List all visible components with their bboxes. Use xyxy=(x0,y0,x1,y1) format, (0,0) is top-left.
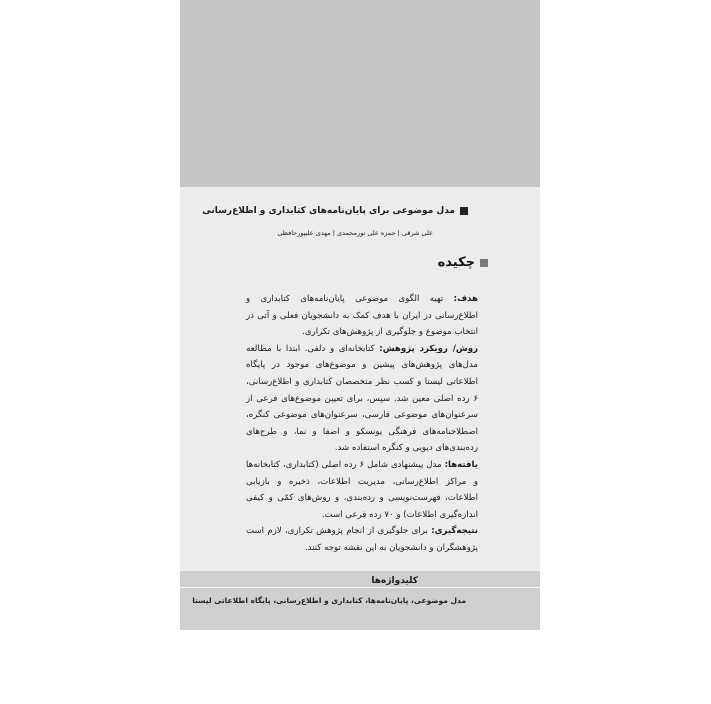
abstract-body xyxy=(246,291,478,557)
keywords-heading: کلیدواژه‌ها xyxy=(371,576,418,586)
article-title-row xyxy=(202,206,468,216)
goal-text: تهیه الگوی موضوعی پایان‌نامه‌های کتابداری و اطلاع‌رسانی در ایران با هدف کمک به دانشجویان فعلی و آتی در انتخاب موضوع و جلوگیری از پژوهش‌های تکراری. xyxy=(246,294,478,338)
conclusion-text: برای جلوگیری از انجام پژوهش تکراری، لازم است پژوهشگران و دانشجویان به این نقشه توجه کنند. xyxy=(246,526,478,553)
abstract-conclusion xyxy=(246,523,478,556)
conclusion-label: نتیجه‌گیری: xyxy=(431,526,478,537)
page-panel xyxy=(180,0,540,630)
findings-label: یافته‌ها: xyxy=(444,459,478,470)
article-authors: علی شرقی | حمزه علی نورمحمدی | مهدی علیپور‌حافظی xyxy=(277,229,433,237)
abstract-heading: چکیده xyxy=(437,255,475,270)
abstract-findings xyxy=(246,457,478,523)
method-text: کتابخانه‌ای و دلفی. ابتدا با مطالعه مدل‌های پژوهش‌های پیشین و موضوع‌های موجود در پایگاه اطلاعاتی لیستا و کسب نظر متخصصان کتابداری و اطلاع‌رسانی، ۶ رده اصلی معین شد. سپس، برای تعیین موضوع‌های فرعی از سرعنوان‌های موضوعی فارسی، سرعنوان‌های موضوعی کنگره، اصطلاحنامه‌های فرهنگی یونسکو و اصفا و نما، و طرح‌های رده‌بندی‌های دیویی و کنگره استفاده شد. xyxy=(246,343,478,454)
abstract-goal xyxy=(246,291,478,341)
abstract-method xyxy=(246,341,478,457)
article-content xyxy=(180,0,540,630)
keywords-text: مدل موضوعی، پایان‌نامه‌ها، کتابداری و اطلاع‌رسانی، پایگاه اطلاعاتی لیستا xyxy=(192,596,466,605)
title-square-icon xyxy=(460,207,468,215)
abstract-square-icon xyxy=(480,259,488,267)
findings-text: مدل پیشنهادی شامل ۶ رده اصلی (کتابداری، کتابخانه‌ها و مراکز اطلاع‌رسانی، مدیریت اطلاعات، ذخیره و بازیابی اطلاعات، فهرست‌نویسی و رده‌بندی، و روش‌های کمّی و کیفی اندازه‌گیری اطلاعات) و ۷۰ رده فرعی است. xyxy=(246,459,478,520)
method-label: روش/ رویکرد پژوهش: xyxy=(379,343,478,354)
article-title: مدل موضوعی برای پایان‌نامه‌های کتابداری و اطلاع‌رسانی xyxy=(202,206,455,216)
goal-label: هدف: xyxy=(453,294,478,304)
abstract-heading-row xyxy=(438,255,488,270)
